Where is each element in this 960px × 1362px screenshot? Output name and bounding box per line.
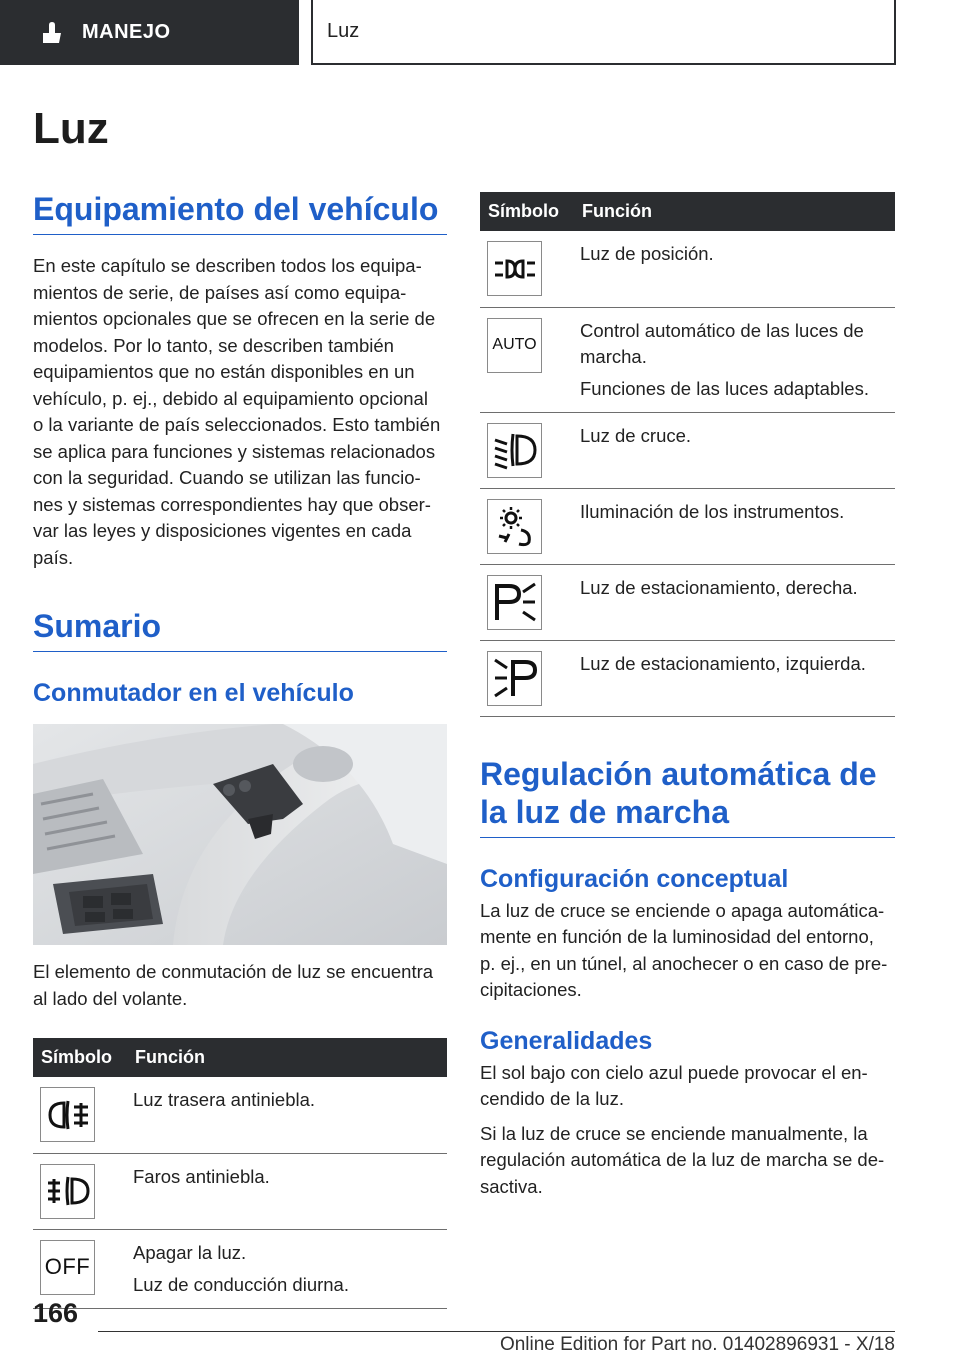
column-header-symbol: Símbolo bbox=[480, 192, 574, 231]
function-text: Control automático de las luces de marcha. bbox=[580, 319, 864, 367]
table-row bbox=[33, 1077, 447, 1153]
parking-light-right-icon bbox=[487, 575, 542, 630]
generalidades-text-2: Si la luz de cruce se enciende manualmente, la regulación automática de la luz de marcha se de- sactiva. bbox=[480, 1122, 885, 1197]
table-row bbox=[480, 640, 895, 716]
switch-caption: El elemento de conmutación de luz se encuentra al lado del volante. bbox=[33, 961, 434, 1009]
instrument-lighting-icon bbox=[487, 499, 542, 554]
heading-conmutador: Conmutador en el vehículo bbox=[33, 679, 354, 707]
low-beam-icon bbox=[487, 423, 542, 478]
heading-regulacion: Regulación automática de la luz de marcha bbox=[480, 755, 895, 838]
column-header-function: Función bbox=[127, 1038, 447, 1077]
function-text: Luz trasera antiniebla. bbox=[133, 1089, 316, 1110]
off-icon bbox=[40, 1240, 95, 1295]
function-text: Funciones de las luces adaptables. bbox=[580, 377, 869, 399]
table-header-row bbox=[480, 192, 895, 231]
header-chapter-box bbox=[311, 0, 896, 65]
position-light-icon bbox=[487, 241, 542, 296]
off-icon-text: OFF bbox=[44, 1254, 91, 1279]
header-section-tab bbox=[0, 0, 299, 65]
table-row bbox=[480, 488, 895, 564]
footer-divider bbox=[98, 1331, 895, 1332]
heading-equipamiento: Equipamiento del vehículo bbox=[33, 190, 447, 235]
function-text: Iluminación de los instrumentos. bbox=[580, 500, 845, 522]
symbol-table-left bbox=[33, 1038, 447, 1309]
table-header-row bbox=[33, 1038, 447, 1077]
table-row bbox=[480, 412, 895, 488]
heading-configuracion: Configuración conceptual bbox=[480, 864, 789, 893]
table-row bbox=[480, 564, 895, 640]
steering-hand-icon bbox=[36, 18, 66, 48]
symbol-table-right bbox=[480, 192, 895, 717]
page-title: Luz bbox=[33, 104, 109, 153]
heading-generalidades: Generalidades bbox=[480, 1026, 653, 1055]
function-text: Luz de cruce. bbox=[580, 424, 692, 446]
function-text: Luz de conducción diurna. bbox=[133, 1273, 349, 1295]
heading-sumario: Sumario bbox=[33, 607, 447, 652]
equipamiento-text: En este capítulo se describen todos los equipa- mientos de serie, de países así como equipa- mientos opcionales que se ofrecen en la serie de modelos. Por lo tanto, se describen también equipamientos que no están disponibles en un vehículo, p. ej., debido al equipamiento opcional o la variante de país seleccionados. Esto también se aplica para funciones y sistemas relacionados con la seguridad. Cuando se utilizan las funcio- nes y sistemas correspondientes hay que obser- var las leyes y disposiciones vigentes en cada país. bbox=[33, 255, 441, 568]
configuracion-text: La luz de cruce se enciende o apaga automática- mente en función de la luminosidad del entorno, p. ej., en un túnel, al anochecer o en caso de pre- cipitaciones. bbox=[480, 899, 888, 1000]
steering-switch-photo bbox=[33, 724, 447, 945]
function-text: Luz de estacionamiento, derecha. bbox=[580, 576, 858, 598]
header-chapter-label: Luz bbox=[327, 20, 360, 42]
left-column bbox=[33, 190, 447, 1309]
table-row bbox=[33, 1153, 447, 1229]
generalidades-text-1: El sol bajo con cielo azul puede provocar el en- cendido de la luz. bbox=[480, 1061, 868, 1109]
table-row bbox=[480, 307, 895, 412]
auto-icon-text: AUTO bbox=[492, 336, 537, 353]
function-text: Apagar la luz. bbox=[133, 1241, 247, 1263]
right-column bbox=[480, 192, 895, 1200]
front-fog-light-icon bbox=[40, 1164, 95, 1219]
function-text: Luz de estacionamiento, izquierda. bbox=[580, 652, 866, 674]
parking-light-left-icon bbox=[487, 651, 542, 706]
table-row bbox=[33, 1229, 447, 1308]
auto-icon bbox=[487, 318, 542, 373]
column-header-symbol: Símbolo bbox=[33, 1038, 127, 1077]
function-text: Luz de posición. bbox=[580, 243, 714, 264]
page-number: 166 bbox=[33, 1298, 79, 1328]
header-section-label: MANEJO bbox=[82, 21, 171, 43]
column-header-function: Función bbox=[574, 192, 895, 231]
rear-fog-light-icon bbox=[40, 1087, 95, 1142]
footer-edition: Online Edition for Part no. 01402896931 - X/18 bbox=[499, 1334, 895, 1355]
function-text: Faros antiniebla. bbox=[133, 1165, 270, 1187]
table-row bbox=[480, 231, 895, 307]
